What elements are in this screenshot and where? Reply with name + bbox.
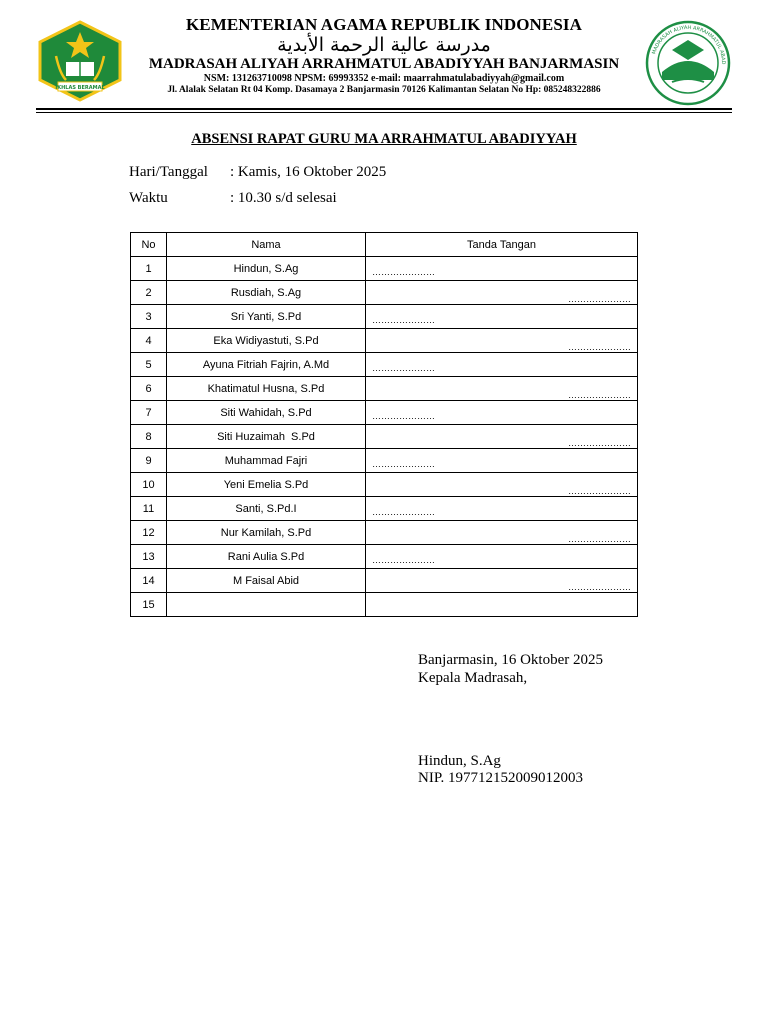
row-no: 13 xyxy=(131,545,167,569)
row-name: Rusdiah, S.Ag xyxy=(167,281,366,305)
row-no: 5 xyxy=(131,353,167,377)
header-rule-thin xyxy=(36,112,732,113)
row-no: 1 xyxy=(131,257,167,281)
header-no: No xyxy=(131,233,167,257)
signature-name: Hindun, S.Ag xyxy=(418,753,501,769)
row-no: 7 xyxy=(131,401,167,425)
signature-dots: ………………… xyxy=(372,411,435,421)
signature-dots: ………………… xyxy=(372,555,435,565)
signature-dots: ………………… xyxy=(372,459,435,469)
table-row xyxy=(131,497,638,521)
table-header-row xyxy=(131,233,638,257)
header-arabic-name: مدرسة عالية الرحمة الأبدية xyxy=(277,34,491,56)
signature-cell[interactable] xyxy=(366,545,638,569)
signature-dots: ………………… xyxy=(372,507,435,517)
row-no: 3 xyxy=(131,305,167,329)
signature-dots: ………………… xyxy=(568,438,631,448)
signature-cell[interactable] xyxy=(366,401,638,425)
day-label: Hari/Tanggal xyxy=(129,164,208,180)
header-address: Jl. Alalak Selatan Rt 04 Komp. Dasamaya 2 Banjarmasin 70126 Kalimantan Selatan No Hp: 085248322886 xyxy=(167,85,601,95)
header-rule-thick xyxy=(36,108,732,110)
row-name: Yeni Emelia S.Pd xyxy=(167,473,366,497)
row-no: 12 xyxy=(131,521,167,545)
kemenag-logo xyxy=(36,20,124,102)
signature-cell[interactable] xyxy=(366,425,638,449)
signature-cell[interactable] xyxy=(366,497,638,521)
row-name: Ayuna Fitriah Fajrin, A.Md xyxy=(167,353,366,377)
row-name: Hindun, S.Ag xyxy=(167,257,366,281)
signature-cell[interactable] xyxy=(366,329,638,353)
header-school-name: MADRASAH ALIYAH ARRAHMATUL ABADIYYAH BANJARMASIN xyxy=(148,56,620,72)
row-name: Rani Aulia S.Pd xyxy=(167,545,366,569)
row-no: 6 xyxy=(131,377,167,401)
signature-cell[interactable] xyxy=(366,257,638,281)
table-row xyxy=(131,569,638,593)
table-row xyxy=(131,473,638,497)
row-name: Eka Widiyastuti, S.Pd xyxy=(167,329,366,353)
signature-cell[interactable] xyxy=(366,305,638,329)
signature-cell[interactable] xyxy=(366,377,638,401)
row-no: 15 xyxy=(131,593,167,617)
row-no: 2 xyxy=(131,281,167,305)
row-no: 10 xyxy=(131,473,167,497)
school-logo xyxy=(644,20,732,106)
row-no: 11 xyxy=(131,497,167,521)
signature-dots: ………………… xyxy=(568,390,631,400)
row-name: Siti Wahidah, S.Pd xyxy=(167,401,366,425)
table-row xyxy=(131,353,638,377)
signature-position: Kepala Madrasah, xyxy=(418,670,528,686)
row-name xyxy=(167,593,366,617)
table-row xyxy=(131,377,638,401)
document-title: ABSENSI RAPAT GURU MA ARRAHMATUL ABADIYYAH xyxy=(191,131,577,147)
day-value: : Kamis, 16 Oktober 2025 xyxy=(230,164,387,180)
table-row xyxy=(131,593,638,617)
table-row xyxy=(131,401,638,425)
attendance-table xyxy=(130,232,638,617)
signature-dots: ………………… xyxy=(568,342,631,352)
row-no: 4 xyxy=(131,329,167,353)
right-logo-ring-text: MADRASAH ALIYAH ARRAHMATUL ABAD xyxy=(651,24,727,65)
table-row xyxy=(131,257,638,281)
row-name: Khatimatul Husna, S.Pd xyxy=(167,377,366,401)
signature-place-date: Banjarmasin, 16 Oktober 2025 xyxy=(418,652,603,668)
table-row xyxy=(131,449,638,473)
table-row xyxy=(131,425,638,449)
signature-dots: ………………… xyxy=(568,294,631,304)
table-row xyxy=(131,281,638,305)
header-contact: NSM: 131263710098 NPSM: 69993352 e-mail: maarrahmatulabadiyyah@gmail.com xyxy=(203,73,565,84)
header-signature: Tanda Tangan xyxy=(366,233,638,257)
table-row xyxy=(131,305,638,329)
table-row xyxy=(131,329,638,353)
row-no: 9 xyxy=(131,449,167,473)
signature-cell[interactable] xyxy=(366,449,638,473)
signature-dots: ………………… xyxy=(372,315,435,325)
row-name: Siti Huzaimah S.Pd xyxy=(167,425,366,449)
left-logo-motto: IKHLAS BERAMAL xyxy=(55,85,105,91)
row-name: Nur Kamilah, S.Pd xyxy=(167,521,366,545)
signature-cell[interactable] xyxy=(366,353,638,377)
signature-nip: NIP. 197712152009012003 xyxy=(418,770,584,786)
signature-cell[interactable] xyxy=(366,473,638,497)
signature-dots: ………………… xyxy=(372,267,435,277)
signature-dots: ………………… xyxy=(568,486,631,496)
header-name: Nama xyxy=(167,233,366,257)
signature-cell[interactable] xyxy=(366,569,638,593)
table-row xyxy=(131,545,638,569)
header-ministry: KEMENTERIAN AGAMA REPUBLIK INDONESIA xyxy=(185,15,583,34)
row-no: 8 xyxy=(131,425,167,449)
signature-dots: ………………… xyxy=(568,534,631,544)
row-name: M Faisal Abid xyxy=(167,569,366,593)
signature-dots: ………………… xyxy=(568,582,631,592)
row-name: Santi, S.Pd.I xyxy=(167,497,366,521)
time-value: : 10.30 s/d selesai xyxy=(230,190,337,206)
signature-dots: ………………… xyxy=(372,363,435,373)
signature-cell[interactable] xyxy=(366,521,638,545)
time-label: Waktu xyxy=(129,190,168,206)
signature-cell[interactable] xyxy=(366,593,638,617)
table-row xyxy=(131,521,638,545)
row-no: 14 xyxy=(131,569,167,593)
row-name: Sri Yanti, S.Pd xyxy=(167,305,366,329)
row-name: Muhammad Fajri xyxy=(167,449,366,473)
signature-cell[interactable] xyxy=(366,281,638,305)
